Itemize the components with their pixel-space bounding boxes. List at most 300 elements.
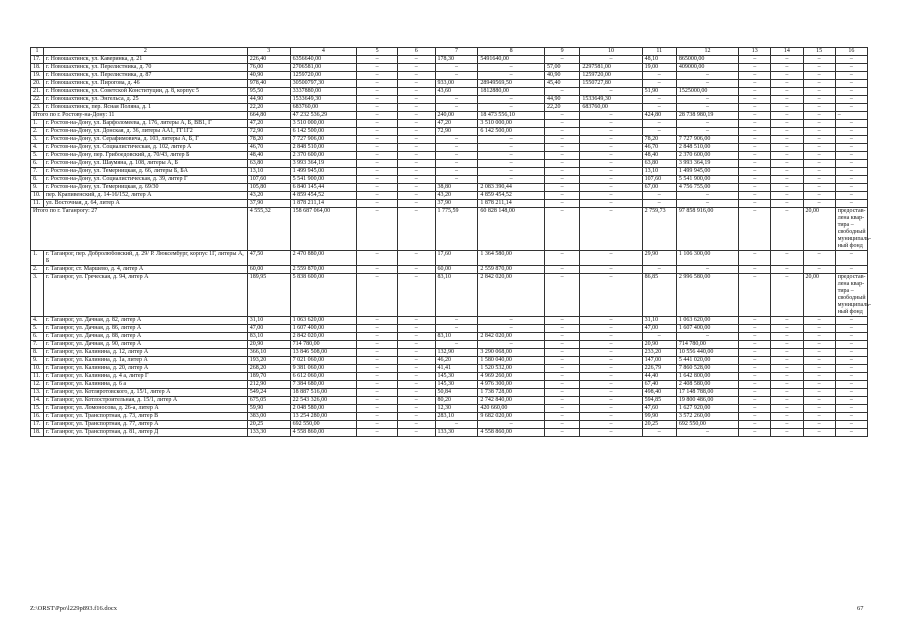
table-cell: 420 660,00 bbox=[478, 405, 545, 413]
table-cell: – bbox=[771, 72, 803, 80]
table-cell: – bbox=[803, 421, 835, 429]
column-header: 6 bbox=[397, 48, 435, 56]
table-cell: 7. bbox=[31, 168, 44, 176]
table-cell: г. Новошахтинск, ул. Советской Конституции, д. 8, корпус 5 bbox=[43, 88, 247, 96]
table-cell: – bbox=[478, 96, 545, 104]
table-cell: – bbox=[397, 413, 435, 421]
table-cell: – bbox=[397, 80, 435, 88]
table-cell: – bbox=[544, 184, 579, 192]
table-cell: – bbox=[803, 104, 835, 112]
table-cell: – bbox=[544, 274, 579, 317]
table-cell: 8. bbox=[31, 349, 44, 357]
table-cell: 60,00 bbox=[435, 266, 478, 274]
table-cell: 37,90 bbox=[247, 200, 290, 208]
table-cell: – bbox=[642, 128, 676, 136]
table-cell: 683760,00 bbox=[290, 104, 357, 112]
table-cell: – bbox=[803, 405, 835, 413]
housing-data-table bbox=[30, 47, 871, 437]
table-cell: 11. bbox=[31, 200, 44, 208]
table-cell: 1 878 211,14 bbox=[290, 200, 357, 208]
table-cell: – bbox=[397, 88, 435, 96]
table-cell: – bbox=[803, 136, 835, 144]
table-cell: – bbox=[544, 405, 579, 413]
table-cell: – bbox=[357, 333, 398, 341]
table-cell: 226,79 bbox=[642, 365, 676, 373]
table-cell: 78,20 bbox=[247, 136, 290, 144]
table-cell: – bbox=[397, 421, 435, 429]
table-cell: – bbox=[739, 80, 771, 88]
table-cell: – bbox=[357, 349, 398, 357]
table-cell: 107,60 bbox=[642, 176, 676, 184]
table-cell: – bbox=[397, 357, 435, 365]
table-cell: 3. bbox=[31, 136, 44, 144]
table-cell: 40,90 bbox=[544, 72, 579, 80]
table-cell: – bbox=[803, 413, 835, 421]
table-cell: – bbox=[580, 200, 642, 208]
table-cell: – bbox=[771, 56, 803, 64]
table-cell: – bbox=[435, 341, 478, 349]
table-cell: – bbox=[803, 192, 835, 200]
table-cell: – bbox=[771, 317, 803, 325]
table-cell: 43,20 bbox=[247, 192, 290, 200]
table-cell: – bbox=[642, 80, 676, 88]
table-cell: 189,95 bbox=[247, 274, 290, 317]
table-cell: 43,60 bbox=[435, 88, 478, 96]
table-cell: 86,85 bbox=[642, 274, 676, 317]
table-cell: – bbox=[397, 184, 435, 192]
table-cell: – bbox=[642, 429, 676, 437]
table-cell: 18 473 556,10 bbox=[478, 112, 545, 120]
table-cell: – bbox=[803, 325, 835, 333]
table-cell: – bbox=[580, 365, 642, 373]
table-cell: – bbox=[357, 325, 398, 333]
table-cell: – bbox=[739, 120, 771, 128]
table-cell: – bbox=[835, 88, 867, 96]
table-cell: – bbox=[580, 357, 642, 365]
table-cell: г. Новошахтинск, ул. Перелистника, д. 87 bbox=[43, 72, 247, 80]
table-cell: – bbox=[544, 413, 579, 421]
table-cell: – bbox=[771, 413, 803, 421]
table-cell: – bbox=[580, 349, 642, 357]
table-cell: – bbox=[357, 317, 398, 325]
table-cell: – bbox=[544, 333, 579, 341]
table-cell: 38,80 bbox=[435, 184, 478, 192]
table-cell: – bbox=[435, 144, 478, 152]
table-cell: – bbox=[835, 357, 867, 365]
table-cell: – bbox=[739, 184, 771, 192]
table-cell: – bbox=[835, 112, 867, 120]
table-cell: – bbox=[478, 136, 545, 144]
table-cell: 9 682 020,00 bbox=[478, 413, 545, 421]
table-cell: – bbox=[676, 200, 738, 208]
table-cell: – bbox=[803, 176, 835, 184]
table-cell: 10. bbox=[31, 365, 44, 373]
table-cell: 133,30 bbox=[435, 429, 478, 437]
table-cell: – bbox=[803, 357, 835, 365]
table-cell: – bbox=[803, 317, 835, 325]
table-cell: 132,90 bbox=[435, 349, 478, 357]
table-cell: – bbox=[771, 176, 803, 184]
table-row bbox=[31, 120, 868, 128]
table-cell: 2 048 580,00 bbox=[290, 405, 357, 413]
table-cell: 105,80 bbox=[247, 184, 290, 192]
table-cell: г. Ростов-на-Дону, ул. Темерницкая, д. 66, литеры Б, БА bbox=[43, 168, 247, 176]
table-cell: – bbox=[803, 88, 835, 96]
table-cell: – bbox=[803, 72, 835, 80]
table-cell: 45,40 bbox=[544, 80, 579, 88]
table-cell: – bbox=[357, 373, 398, 381]
table-cell: 1 775,59 bbox=[435, 208, 478, 251]
table-cell: – bbox=[803, 389, 835, 397]
table-cell: – bbox=[397, 144, 435, 152]
table-cell: 43,20 bbox=[435, 192, 478, 200]
table-cell: – bbox=[771, 88, 803, 96]
table-cell: – bbox=[739, 365, 771, 373]
table-cell: 12. bbox=[31, 381, 44, 389]
table-cell: – bbox=[544, 429, 579, 437]
table-row bbox=[31, 429, 868, 437]
table-cell: г. Таганрог, ул. Калинина, д. 12, литер А bbox=[43, 349, 247, 357]
table-cell: 409000,00 bbox=[676, 64, 738, 72]
table-cell: – bbox=[739, 274, 771, 317]
table-row bbox=[31, 136, 868, 144]
table-cell: 6356640,00 bbox=[290, 56, 357, 64]
table-cell: – bbox=[357, 96, 398, 104]
table-cell: г. Таганрог, ул. Транспортная, д. 73, литер В bbox=[43, 413, 247, 421]
table-cell: 4 555,32 bbox=[247, 208, 290, 251]
table-cell: – bbox=[357, 88, 398, 96]
table-cell: г. Таганрог, ул. Транспортная, д. 77, литер А bbox=[43, 421, 247, 429]
table-cell: 2 559 870,00 bbox=[290, 266, 357, 274]
table-cell: – bbox=[544, 136, 579, 144]
table-cell: – bbox=[580, 88, 642, 96]
table-cell: 2 408 580,00 bbox=[676, 381, 738, 389]
table-cell: – bbox=[739, 56, 771, 64]
table-row bbox=[31, 184, 868, 192]
table-row bbox=[31, 168, 868, 176]
table-cell: – bbox=[676, 104, 738, 112]
table-cell: 20,25 bbox=[642, 421, 676, 429]
table-row bbox=[31, 266, 868, 274]
table-cell: – bbox=[835, 120, 867, 128]
table-row bbox=[31, 56, 868, 64]
table-cell: 6 612 060,00 bbox=[290, 373, 357, 381]
table-cell: 4 558 860,00 bbox=[290, 429, 357, 437]
table-cell: 4 756 755,00 bbox=[676, 184, 738, 192]
table-cell: 83,10 bbox=[247, 333, 290, 341]
table-cell: 7. bbox=[31, 341, 44, 349]
table-cell: – bbox=[803, 112, 835, 120]
table-cell: – bbox=[397, 349, 435, 357]
table-cell: – bbox=[771, 266, 803, 274]
column-header: 9 bbox=[544, 48, 579, 56]
table-cell: – bbox=[771, 389, 803, 397]
table-cell: – bbox=[435, 168, 478, 176]
table-cell: 594,85 bbox=[642, 397, 676, 405]
table-cell: – bbox=[739, 381, 771, 389]
table-cell: – bbox=[580, 160, 642, 168]
table-cell: – bbox=[803, 56, 835, 64]
table-cell: – bbox=[739, 112, 771, 120]
column-header: 11 bbox=[642, 48, 676, 56]
table-cell: – bbox=[739, 168, 771, 176]
table-cell: – bbox=[739, 405, 771, 413]
table-cell: – bbox=[397, 176, 435, 184]
table-cell: 3 510 000,00 bbox=[290, 120, 357, 128]
table-cell: – bbox=[435, 176, 478, 184]
table-cell: 1525000,00 bbox=[676, 88, 738, 96]
table-cell: 7 727 906,00 bbox=[290, 136, 357, 144]
table-cell: 46,70 bbox=[642, 144, 676, 152]
table-cell: 1259720,00 bbox=[580, 72, 642, 80]
table-cell: 1 627 920,00 bbox=[676, 405, 738, 413]
table-cell: 13. bbox=[31, 389, 44, 397]
table-row bbox=[31, 64, 868, 72]
table-cell: – bbox=[739, 208, 771, 251]
table-cell: – bbox=[478, 152, 545, 160]
table-cell: – bbox=[580, 317, 642, 325]
table-cell: – bbox=[803, 184, 835, 192]
table-row bbox=[31, 144, 868, 152]
table-cell: – bbox=[580, 397, 642, 405]
table-cell: – bbox=[357, 192, 398, 200]
table-cell: г. Новошахтинск, ул. Энгельса, д. 25 bbox=[43, 96, 247, 104]
table-cell: 47,00 bbox=[247, 325, 290, 333]
table-cell: 1 063 620,00 bbox=[290, 317, 357, 325]
table-cell: – bbox=[478, 317, 545, 325]
table-cell: 424,80 bbox=[642, 112, 676, 120]
table-cell: 2297581,00 bbox=[580, 64, 642, 72]
table-cell: 67,40 bbox=[642, 381, 676, 389]
table-cell: – bbox=[544, 160, 579, 168]
table-cell: – bbox=[357, 429, 398, 437]
table-cell: 366,10 bbox=[247, 349, 290, 357]
table-row bbox=[31, 381, 868, 389]
table-cell: – bbox=[803, 341, 835, 349]
table-cell: 11. bbox=[31, 373, 44, 381]
table-cell: – bbox=[580, 429, 642, 437]
table-cell: г. Таганрог, ул. Дачная, д. 88, литер А bbox=[43, 333, 247, 341]
table-cell: – bbox=[580, 421, 642, 429]
table-cell: – bbox=[397, 317, 435, 325]
table-cell: 978,40 bbox=[247, 80, 290, 88]
table-cell: – bbox=[397, 325, 435, 333]
table-cell: г. Ростов-на-Дону, ул. Шаумяна, д. 108, литеры А, Б bbox=[43, 160, 247, 168]
table-cell: – bbox=[435, 325, 478, 333]
table-cell: – bbox=[580, 184, 642, 192]
table-cell: – bbox=[803, 429, 835, 437]
table-cell: 4 859 454,52 bbox=[290, 192, 357, 200]
table-cell: – bbox=[397, 64, 435, 72]
table-cell: 44,90 bbox=[247, 96, 290, 104]
table-cell: 675,05 bbox=[247, 397, 290, 405]
table-cell: – bbox=[357, 184, 398, 192]
table-cell: 7 384 680,00 bbox=[290, 381, 357, 389]
table-cell: – bbox=[771, 80, 803, 88]
table-cell: – bbox=[835, 373, 867, 381]
table-cell: 1 106 300,00 bbox=[676, 251, 738, 266]
table-cell: 158 687 064,00 bbox=[290, 208, 357, 251]
table-cell: 83,10 bbox=[435, 333, 478, 341]
table-cell: – bbox=[803, 120, 835, 128]
table-cell: 13,10 bbox=[642, 168, 676, 176]
column-header: 7 bbox=[435, 48, 478, 56]
table-cell: – bbox=[397, 112, 435, 120]
table-cell: 48,40 bbox=[247, 152, 290, 160]
table-cell: – bbox=[397, 397, 435, 405]
table-cell: – bbox=[357, 80, 398, 88]
table-cell: 10 556 440,00 bbox=[676, 349, 738, 357]
table-cell: – bbox=[676, 80, 738, 88]
table-cell: 3. bbox=[31, 274, 44, 317]
table-cell: – bbox=[803, 333, 835, 341]
table-cell: 6 840 145,44 bbox=[290, 184, 357, 192]
table-cell: – bbox=[357, 72, 398, 80]
table-cell: 3 510 000,00 bbox=[478, 120, 545, 128]
table-cell: 16. bbox=[31, 413, 44, 421]
table-cell: 19,00 bbox=[642, 64, 676, 72]
table-cell: 99,90 bbox=[642, 413, 676, 421]
table-cell: – bbox=[835, 317, 867, 325]
table-cell: – bbox=[580, 208, 642, 251]
table-cell: – bbox=[397, 200, 435, 208]
table-cell: 50,84 bbox=[435, 389, 478, 397]
table-cell: – bbox=[544, 381, 579, 389]
table-row bbox=[31, 160, 868, 168]
table-cell: 3 993 364,19 bbox=[676, 160, 738, 168]
table-row bbox=[31, 389, 868, 397]
table-cell: – bbox=[478, 168, 545, 176]
table-cell: – bbox=[835, 381, 867, 389]
table-row bbox=[31, 274, 868, 317]
table-cell: – bbox=[357, 144, 398, 152]
table-cell: – bbox=[835, 56, 867, 64]
table-cell: г. Ростов-на-Дону, ул. Социалистическая, д. 102, литер А bbox=[43, 144, 247, 152]
table-cell: – bbox=[478, 341, 545, 349]
table-cell: 1 580 040,00 bbox=[478, 357, 545, 365]
table-cell: 1 738 728,00 bbox=[478, 389, 545, 397]
table-cell: – bbox=[397, 373, 435, 381]
table-cell: 13 254 280,00 bbox=[290, 413, 357, 421]
page-number: 67 bbox=[857, 605, 864, 612]
table-cell: – bbox=[803, 397, 835, 405]
table-cell: 57,00 bbox=[544, 64, 579, 72]
table-cell: – bbox=[771, 144, 803, 152]
table-cell: – bbox=[771, 160, 803, 168]
table-cell: г. Ростов-на-Дону, ул. Варфоломеева, д. 176, литеры А, Б, ВВ1, Г bbox=[43, 120, 247, 128]
table-cell: – bbox=[544, 349, 579, 357]
table-cell: 4. bbox=[31, 317, 44, 325]
table-cell: – bbox=[580, 144, 642, 152]
table-row bbox=[31, 325, 868, 333]
table-cell: – bbox=[397, 104, 435, 112]
table-cell: 268,20 bbox=[247, 365, 290, 373]
table-row bbox=[31, 405, 868, 413]
table-cell: 4 976 300,00 bbox=[478, 381, 545, 389]
table-cell: – bbox=[676, 128, 738, 136]
table-cell: 498,40 bbox=[642, 389, 676, 397]
table-cell: – bbox=[544, 373, 579, 381]
table-cell: – bbox=[771, 64, 803, 72]
table-cell: 76,00 bbox=[247, 64, 290, 72]
table-cell: 13,10 bbox=[247, 168, 290, 176]
table-cell: 7 860 528,00 bbox=[676, 365, 738, 373]
table-cell: – bbox=[397, 266, 435, 274]
table-cell: – bbox=[397, 405, 435, 413]
table-cell: 5 541 900,00 bbox=[290, 176, 357, 184]
table-cell: – bbox=[739, 128, 771, 136]
table-cell: 29,90 bbox=[642, 251, 676, 266]
table-cell: – bbox=[544, 56, 579, 64]
table-cell: – bbox=[397, 192, 435, 200]
table-cell: 3 993 364,19 bbox=[290, 160, 357, 168]
table-cell: – bbox=[357, 208, 398, 251]
table-cell: – bbox=[771, 152, 803, 160]
table-cell: г. Новошахтинск, ул. Пирогова, д. 46 bbox=[43, 80, 247, 88]
table-cell: – bbox=[739, 333, 771, 341]
table-cell: 2 848 510,00 bbox=[676, 144, 738, 152]
table-cell: – bbox=[478, 72, 545, 80]
table-cell: – bbox=[397, 429, 435, 437]
table-cell: 5 441 020,00 bbox=[676, 357, 738, 365]
table-row bbox=[31, 349, 868, 357]
table-cell: г. Таганрог, ул. Калинина, д. 1а, литер А bbox=[43, 357, 247, 365]
table-row bbox=[31, 88, 868, 96]
table-cell: 4 859 454,52 bbox=[478, 192, 545, 200]
table-cell: – bbox=[771, 341, 803, 349]
table-cell: – bbox=[544, 88, 579, 96]
table-cell: – bbox=[739, 349, 771, 357]
table-cell: – bbox=[580, 168, 642, 176]
table-cell: – bbox=[544, 112, 579, 120]
table-cell: 2 842 020,00 bbox=[290, 333, 357, 341]
table-cell: – bbox=[357, 266, 398, 274]
table-total-row bbox=[31, 112, 868, 120]
table-cell: – bbox=[676, 96, 738, 104]
table-cell: – bbox=[771, 120, 803, 128]
table-cell: – bbox=[357, 176, 398, 184]
table-cell: 59,90 bbox=[247, 405, 290, 413]
table-cell: 41,41 bbox=[435, 365, 478, 373]
table-cell: 2 370 600,00 bbox=[290, 152, 357, 160]
table-cell: 48,10 bbox=[642, 56, 676, 64]
table-cell: 2 842 020,00 bbox=[478, 333, 545, 341]
table-cell: 47,20 bbox=[435, 120, 478, 128]
table-cell: – bbox=[397, 333, 435, 341]
table-cell: г. Ростов-на-Дону, пер. Грибоедовский, д. 70/43, литер Б bbox=[43, 152, 247, 160]
table-cell: – bbox=[835, 389, 867, 397]
table-cell: 5. bbox=[31, 325, 44, 333]
table-cell: 5 838 600,00 bbox=[290, 274, 357, 317]
table-cell: 7 727 906,00 bbox=[676, 136, 738, 144]
table-cell: 20,90 bbox=[642, 341, 676, 349]
table-cell: 147,00 bbox=[642, 357, 676, 365]
table-cell: 133,30 bbox=[247, 429, 290, 437]
table-row bbox=[31, 176, 868, 184]
table-cell: – bbox=[739, 357, 771, 365]
table-cell: – bbox=[544, 176, 579, 184]
table-cell: 60 828 148,00 bbox=[478, 208, 545, 251]
table-cell: – bbox=[580, 373, 642, 381]
table-cell: – bbox=[835, 72, 867, 80]
table-cell: 67,00 bbox=[642, 184, 676, 192]
table-cell: 44,40 bbox=[642, 373, 676, 381]
table-cell: – bbox=[803, 200, 835, 208]
total-label-cell: Итого по г. Таганрогу: 27 bbox=[31, 208, 248, 251]
table-cell: – bbox=[835, 421, 867, 429]
table-cell: 3 572 260,00 bbox=[676, 413, 738, 421]
table-cell: – bbox=[357, 421, 398, 429]
